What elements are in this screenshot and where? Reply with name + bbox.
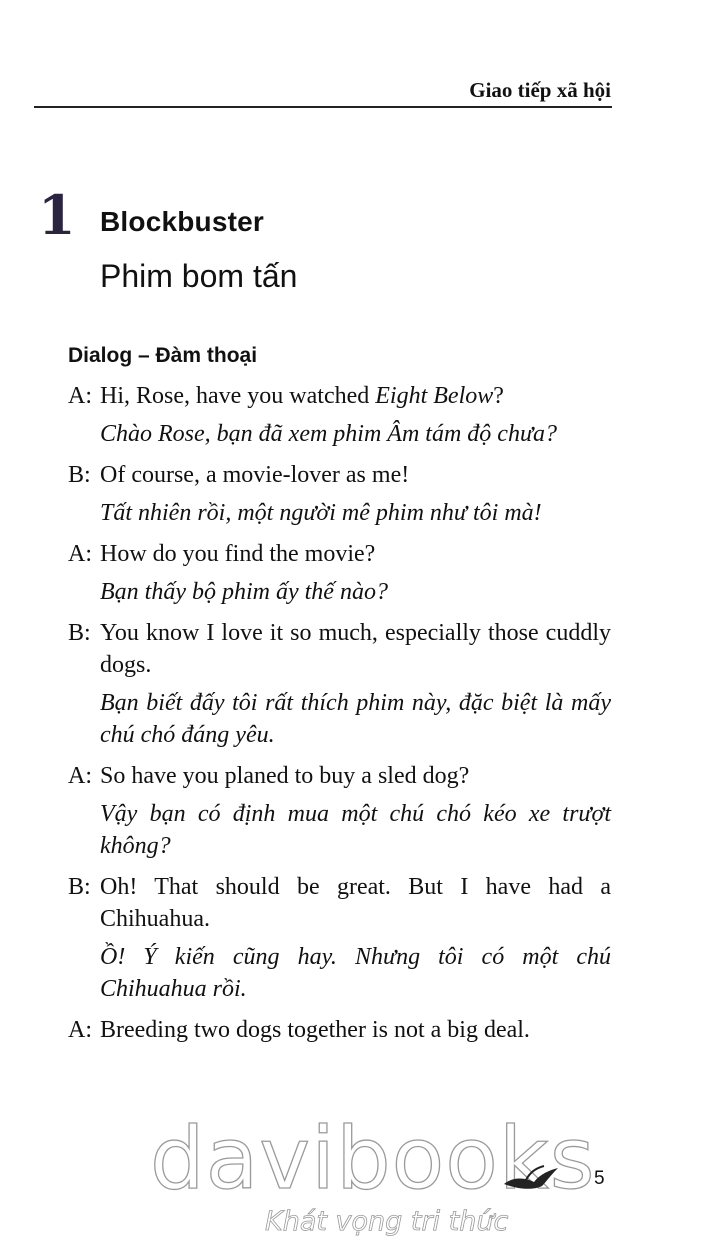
vietnamese-translation: Vậy bạn có định mua một chú chó kéo xe trượt không? <box>100 801 611 859</box>
dialog-turn <box>68 1014 611 1046</box>
dialog-turn <box>68 380 611 450</box>
vietnamese-translation: Chào Rose, bạn đã xem phim Âm tám độ chưa? <box>100 421 558 447</box>
speaker-label: B: <box>68 874 91 900</box>
speaker-label: A: <box>68 541 92 567</box>
speaker-label: B: <box>68 462 91 488</box>
vietnamese-translation: Ồ! Ý kiến cũng hay. Nhưng tôi có một chú Chihuahua rồi. <box>100 944 611 1002</box>
watermark-tagline: Khát vọng tri thức <box>265 1206 509 1237</box>
movie-title: Eight Below <box>375 383 494 409</box>
chapter-title-vi: Phim bom tấn <box>100 258 298 294</box>
dialog-turn <box>68 760 611 862</box>
header-rule <box>34 106 612 108</box>
english-line: How do you find the movie? <box>100 541 376 567</box>
page-number: 5 <box>594 1168 605 1189</box>
vietnamese-translation: Bạn biết đấy tôi rất thích phim này, đặc biệt là mấy chú chó đáng yêu. <box>100 690 611 748</box>
dialog-turn <box>68 459 611 529</box>
english-line: You know I love it so much, especially those cuddly dogs. <box>100 620 611 678</box>
chapter-title-en: Blockbuster <box>100 206 265 237</box>
english-line: Breeding two dogs together is not a big deal. <box>100 1017 530 1043</box>
speaker-label: A: <box>68 383 92 409</box>
english-line: Hi, Rose, have you watched Eight Below? <box>100 383 504 409</box>
running-head: Giao tiếp xã hội <box>469 78 611 102</box>
vietnamese-translation: Bạn thấy bộ phim ấy thế nào? <box>100 579 388 605</box>
speaker-label: B: <box>68 620 91 646</box>
dialog-turn <box>68 538 611 608</box>
chapter-number: 1 <box>38 183 76 247</box>
english-line: Oh! That should be great. But I have had a Chihuahua. <box>100 874 611 932</box>
dialog-turn <box>68 871 611 1005</box>
english-line: So have you planed to buy a sled dog? <box>100 763 470 789</box>
bird-icon <box>500 1160 562 1196</box>
watermark-logo: davibooks <box>150 1109 596 1209</box>
speaker-label: A: <box>68 1017 92 1043</box>
dialog-turn <box>68 617 611 751</box>
section-heading: Dialog – Đàm thoại <box>68 344 258 367</box>
speaker-label: A: <box>68 763 92 789</box>
vietnamese-translation: Tất nhiên rồi, một người mê phim như tôi mà! <box>100 500 542 526</box>
dialog <box>68 380 611 1055</box>
english-line: Of course, a movie-lover as me! <box>100 462 410 488</box>
